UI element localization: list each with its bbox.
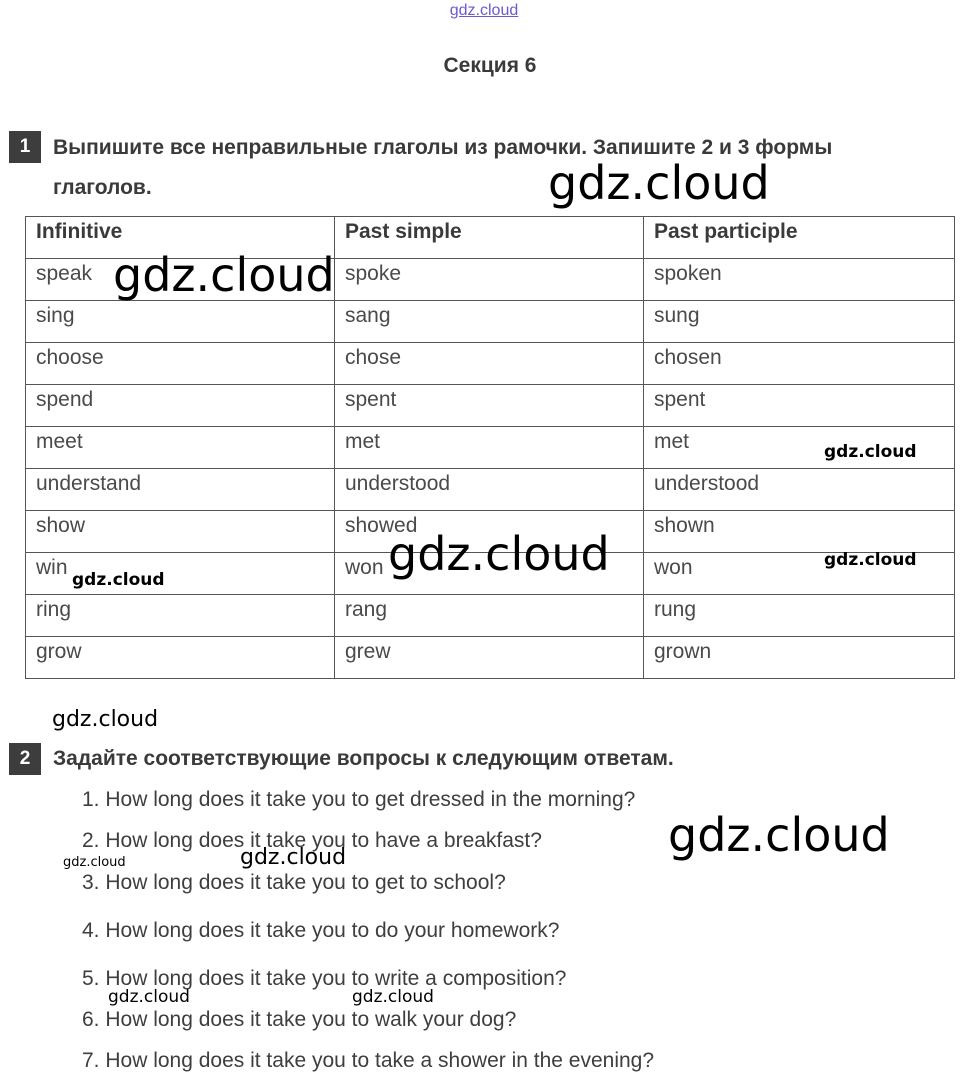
header-past-participle: Past participle [644, 217, 955, 259]
watermark: gdz.cloud [352, 987, 434, 1007]
watermark: gdz.cloud [548, 156, 770, 210]
infinitive-cell: understand [26, 469, 335, 511]
past-simple-cell: chose [335, 343, 644, 385]
watermark: gdz.cloud [108, 987, 190, 1007]
infinitive-cell: spend [26, 385, 335, 427]
past-participle-cell: chosen [644, 343, 955, 385]
past-participle-cell: rung [644, 595, 955, 637]
table-row [26, 343, 955, 385]
exercise-1-instruction-line2: глаголов. [53, 176, 152, 199]
watermark: gdz.cloud [824, 442, 917, 462]
exercise-1-instruction-line1: Выпишите все неправильные глаголы из рамочки. Запишите 2 и 3 формы [53, 136, 833, 159]
infinitive-cell: ring [26, 595, 335, 637]
infinitive-cell: grow [26, 637, 335, 679]
infinitive-cell: choose [26, 343, 335, 385]
past-simple-cell: spent [335, 385, 644, 427]
watermark: gdz.cloud [240, 845, 347, 870]
watermark: gdz.cloud [113, 248, 335, 302]
table-row [26, 637, 955, 679]
exercise-2-instruction: Задайте соответствующие вопросы к следующим ответам. [53, 747, 674, 770]
past-simple-cell: understood [335, 469, 644, 511]
watermark: gdz.cloud [63, 855, 126, 870]
list-item: 3. How long does it take you to get to school? [82, 871, 506, 894]
past-participle-cell: shown [644, 511, 955, 553]
past-simple-cell: sang [335, 301, 644, 343]
watermark: gdz.cloud [668, 808, 890, 862]
past-participle-cell: won [644, 553, 955, 595]
table-row [26, 301, 955, 343]
watermark: gdz.cloud [52, 707, 159, 732]
page-title: Секция 6 [443, 54, 537, 77]
past-simple-cell: met [335, 427, 644, 469]
list-item: 1. How long does it take you to get dressed in the morning? [82, 788, 636, 811]
infinitive-cell: sing [26, 301, 335, 343]
list-item: 7. How long does it take you to take a shower in the evening? [82, 1049, 655, 1072]
exercise-1-number: 1 [9, 131, 41, 163]
top-watermark-link: gdz.cloud [449, 2, 519, 19]
infinitive-cell: meet [26, 427, 335, 469]
list-item: 4. How long does it take you to do your homework? [82, 919, 560, 942]
table-row [26, 595, 955, 637]
past-simple-cell: spoke [335, 259, 644, 301]
past-participle-cell: grown [644, 637, 955, 679]
past-participle-cell: sung [644, 301, 955, 343]
past-simple-cell: showed [335, 511, 644, 553]
header-infinitive: Infinitive [26, 217, 335, 259]
exercise-2-number: 2 [9, 743, 41, 775]
list-item: 2. How long does it take you to have a breakfast? [82, 829, 542, 852]
list-item: 6. How long does it take you to walk your dog? [82, 1008, 517, 1031]
table-row [26, 469, 955, 511]
past-simple-cell: rang [335, 595, 644, 637]
table-row [26, 427, 955, 469]
past-participle-cell: spoken [644, 259, 955, 301]
infinitive-cell: speak [26, 259, 335, 301]
watermark: gdz.cloud [72, 570, 165, 590]
watermark: gdz.cloud [388, 527, 610, 581]
past-participle-cell: spent [644, 385, 955, 427]
header-past-simple: Past simple [335, 217, 644, 259]
infinitive-cell: show [26, 511, 335, 553]
infinitive-cell: win [26, 553, 335, 595]
past-simple-cell: grew [335, 637, 644, 679]
list-item: 5. How long does it take you to write a composition? [82, 967, 567, 990]
past-participle-cell: met [644, 427, 955, 469]
past-simple-cell: won [335, 553, 644, 595]
table-row [26, 385, 955, 427]
watermark: gdz.cloud [824, 550, 917, 570]
past-participle-cell: understood [644, 469, 955, 511]
